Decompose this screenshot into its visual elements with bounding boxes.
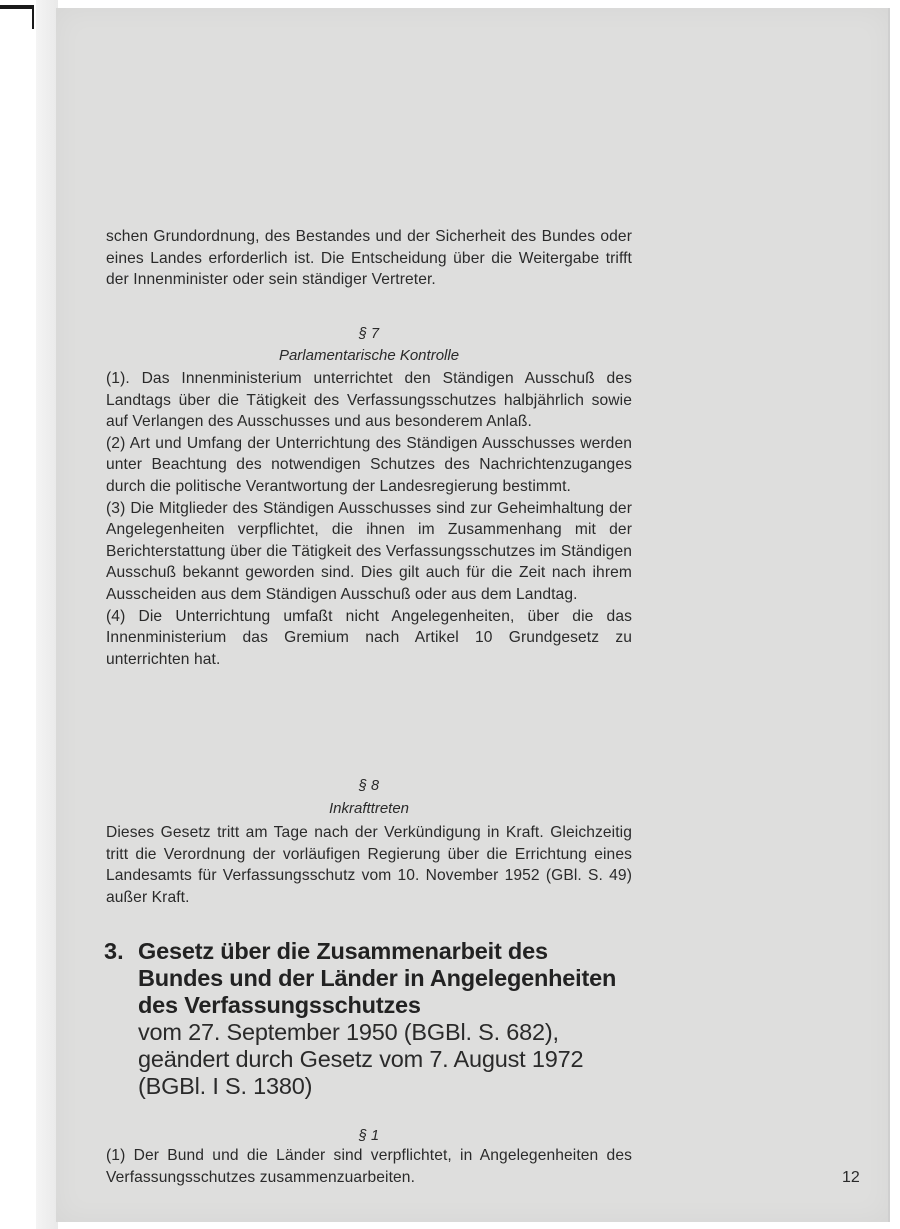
page-number: 12 xyxy=(842,1169,860,1186)
law-3-section-1-paragraph-1: (1) Der Bund und die Länder sind verpflichtet, in Angelegenheiten des Verfassungsschutzes zusammenzuarbeiten. xyxy=(106,1147,632,1186)
section-7-number: § 7 xyxy=(358,326,380,342)
section-8-body xyxy=(106,822,632,908)
scan-corner-mark xyxy=(0,5,34,9)
section-8-title: Inkrafttreten xyxy=(328,800,410,817)
law-3-number: 3. xyxy=(104,938,124,964)
section-7-title: Parlamentarische Kontrolle xyxy=(278,347,460,364)
intro-block xyxy=(106,226,632,291)
law-3-section-1-body xyxy=(106,1145,632,1188)
section-8-paragraph-1: Dieses Gesetz tritt am Tage nach der Verkündigung in Kraft. Gleichzeitig tritt die Verordnung der vorläufigen Regierung über die Errichtung eines Landesamts für Verfassungsschutz vom 10. November 1952 (GBl. S. 49) außer Kraft. xyxy=(106,824,632,906)
intro-paragraph: schen Grundordnung, des Bestandes und der Sicherheit des Bundes oder eines Landes erforderlich ist. Die Entscheidung über die Weitergabe trifft der Innenminister oder sein ständiger Vertreter. xyxy=(106,228,632,289)
law-3-heading xyxy=(104,938,624,1100)
section-7-paragraph-1: (1). Das Innenministerium unterrichtet den Ständigen Ausschuß des Landtags über die Tätigkeit des Verfassungsschutzes halbjährlich sowie auf Verlangen des Ausschusses und aus besonderem Anlaß. xyxy=(106,370,632,431)
section-7-paragraph-2: (2) Art und Umfang der Unterrichtung des Ständigen Ausschusses werden unter Beachtung des notwendigen Schutzes des Nachrichtenzuganges durch die politische Verantwortung der Landesregierung bestimmt. xyxy=(106,434,632,495)
scan-left-margin xyxy=(36,0,58,1229)
law-3-subtitle: vom 27. September 1950 (BGBl. S. 682), geändert durch Gesetz vom 7. August 1972 (BGBl. I S. 1380) xyxy=(138,1019,584,1099)
section-8-number: § 8 xyxy=(358,778,380,794)
law-3-section-1-number: § 1 xyxy=(358,1128,380,1144)
section-7-paragraph-4: (4) Die Unterrichtung umfaßt nicht Angelegenheiten, über die das Innenministerium das Gremium nach Artikel 10 Grundgesetz zu unterrichten hat. xyxy=(106,607,632,668)
law-3-title: Gesetz über die Zusammenarbeit des Bundes und der Länder in Angelegenheiten des Verfassungsschutzes xyxy=(138,938,617,1018)
scan-corner-mark-vertical xyxy=(32,5,34,29)
section-7-paragraph-3: (3) Die Mitglieder des Ständigen Ausschusses sind zur Geheimhaltung der Angelegenheiten verpflichtet, die ihnen im Zusammenhang mit der Berichterstattung über die Tätigkeit des Verfassungsschutzes im Ständigen Ausschuß bekannt geworden sind. Dies gilt auch für die Zeit nach ihrem Ausscheiden aus dem Ständigen Ausschuß oder aus dem Landtag. xyxy=(106,499,632,603)
page-right-edge xyxy=(888,8,890,1222)
section-7-body xyxy=(106,368,632,670)
